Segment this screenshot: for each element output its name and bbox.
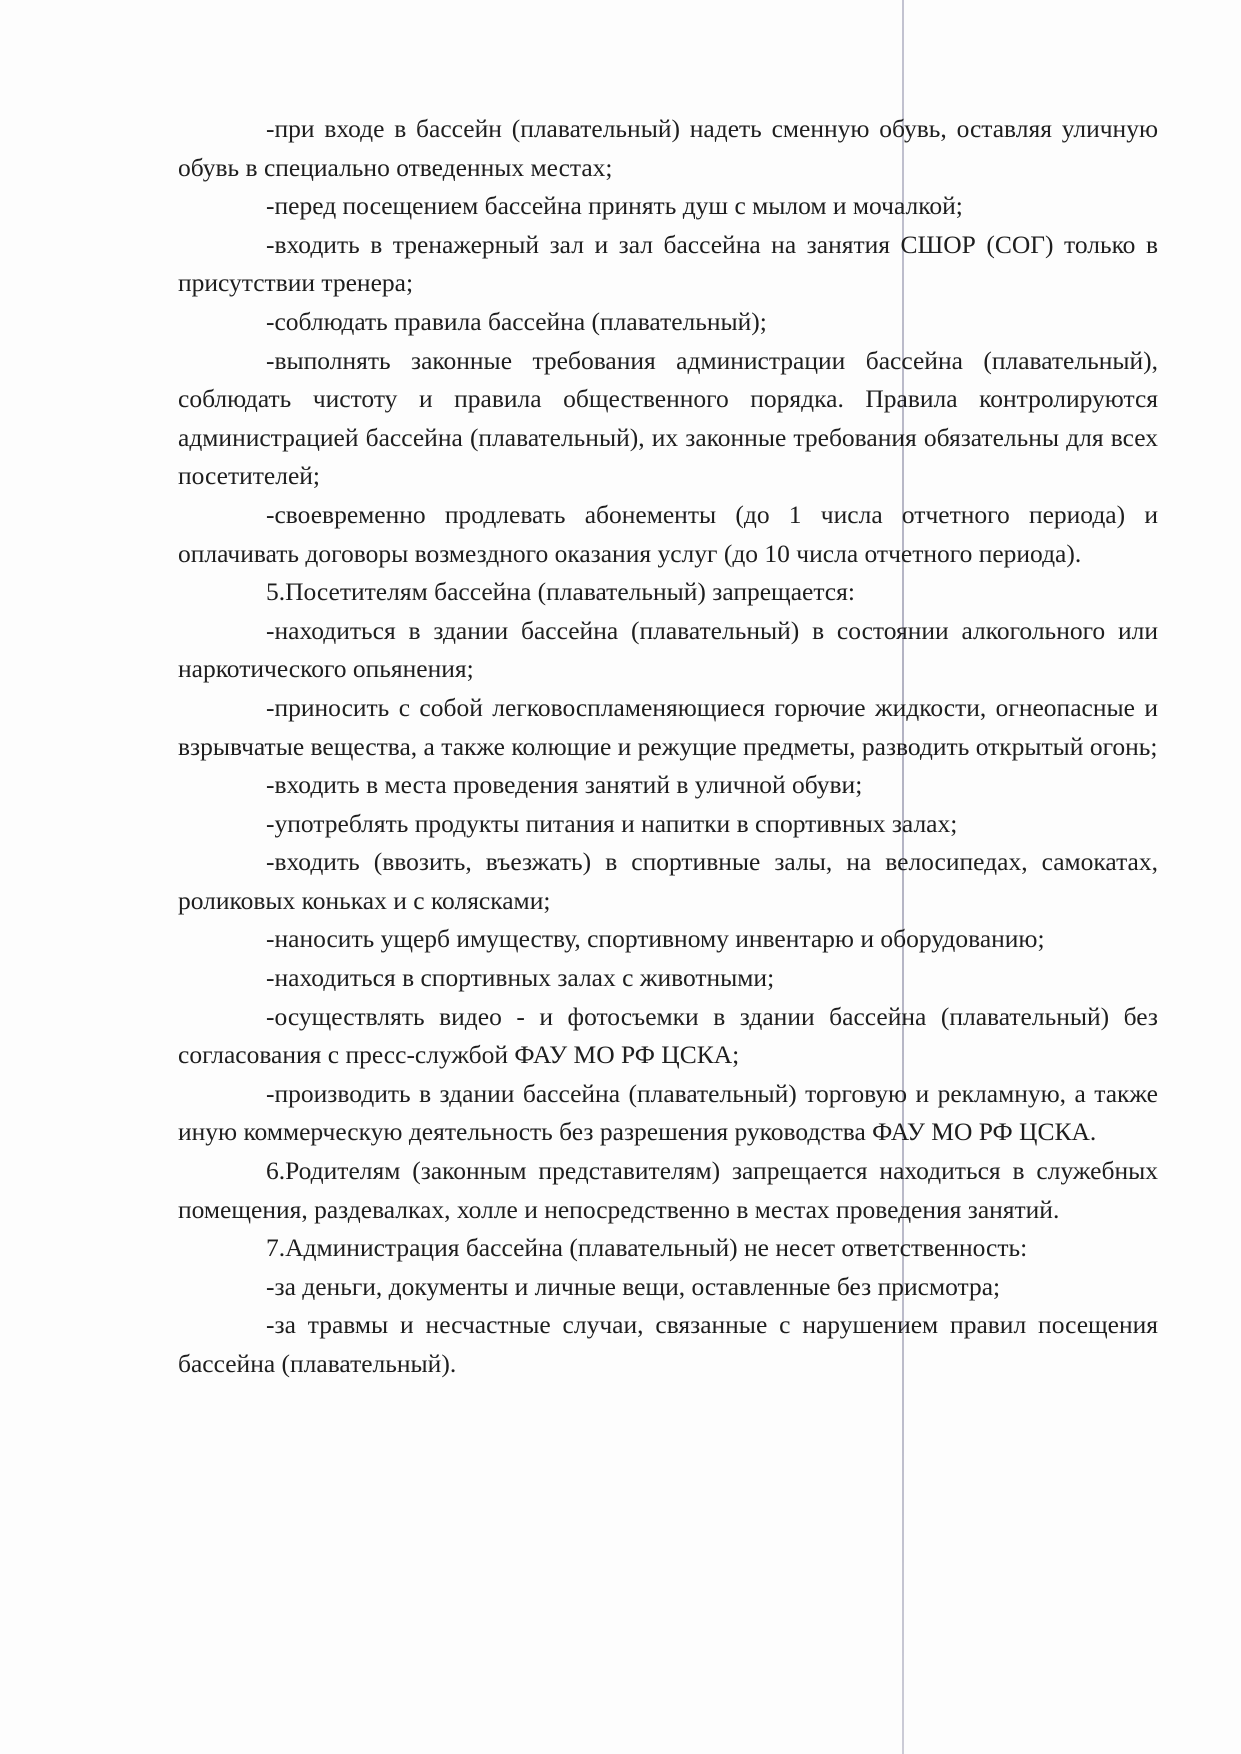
paragraph: -производить в здании бассейна (плавательный) торговую и рекламную, а также иную коммерческую деятельность без разрешения руководства ФАУ МО РФ ЦСКА.	[178, 1078, 1158, 1147]
paragraph: -своевременно продлевать абонементы (до 1 числа отчетного периода) и оплачивать договоры возмездного оказания услуг (до 10 числа отчетного периода).	[178, 499, 1158, 568]
section-heading: 6.Родителям (законным представителям) запрещается находиться в служебных помещения, раздевалках, холле и непосредственно в местах проведения занятий.	[178, 1156, 1158, 1224]
paragraph: -выполнять законные требования администрации бассейна (плавательный), соблюдать чистоту и правила общественного порядка. Правила контролируются администрацией бассейна (плавательный), их законные требования обязательны для всех посетителей;	[178, 345, 1158, 491]
paragraph: -перед посещением бассейна принять душ с мылом и мочалкой;	[266, 191, 963, 221]
paragraph: -осуществлять видео - и фотосъемки в здании бассейна (плавательный) без согласования с пресс-службой ФАУ МО РФ ЦСКА;	[178, 1001, 1158, 1070]
section-heading: 7.Администрация бассейна (плавательный) не несет ответственность:	[266, 1233, 1028, 1263]
paragraph: -находиться в спортивных залах с животными;	[266, 963, 775, 993]
paragraph: -входить в тренажерный зал и зал бассейна на занятия СШОР (СОГ) только в присутствии тренера;	[178, 229, 1158, 298]
paragraph: -приносить с собой легковоспламеняющиеся горючие жидкости, огнеопасные и взрывчатые вещества, а также колющие и режущие предметы, разводить открытый огонь;	[178, 692, 1158, 761]
paragraph: -при входе в бассейн (плавательный) надеть сменную обувь, оставляя уличную обувь в специально отведенных местах;	[178, 114, 1158, 182]
paragraph: -употреблять продукты питания и напитки в спортивных залах;	[266, 808, 958, 838]
paragraph: -наносить ущерб имуществу, спортивному инвентарю и оборудованию;	[266, 924, 1045, 954]
paragraph: -за травмы и несчастные случаи, связанные с нарушением правил посещения бассейна (плавательный).	[178, 1310, 1158, 1378]
paragraph: -соблюдать правила бассейна (плавательный);	[266, 306, 767, 336]
section-heading: 5.Посетителям бассейна (плавательный) запрещается:	[266, 577, 855, 607]
paragraph: -находиться в здании бассейна (плавательный) в состоянии алкогольного или наркотического опьянения;	[178, 615, 1158, 684]
paragraph: -входить в места проведения занятий в уличной обуви;	[266, 770, 863, 800]
document-body	[178, 110, 1158, 1384]
paragraph: -за деньги, документы и личные вещи, оставленные без присмотра;	[266, 1271, 1001, 1301]
paragraph: -входить (ввозить, въезжать) в спортивные залы, на велосипедах, самокатах, роликовых коньках и с колясками;	[178, 847, 1158, 915]
